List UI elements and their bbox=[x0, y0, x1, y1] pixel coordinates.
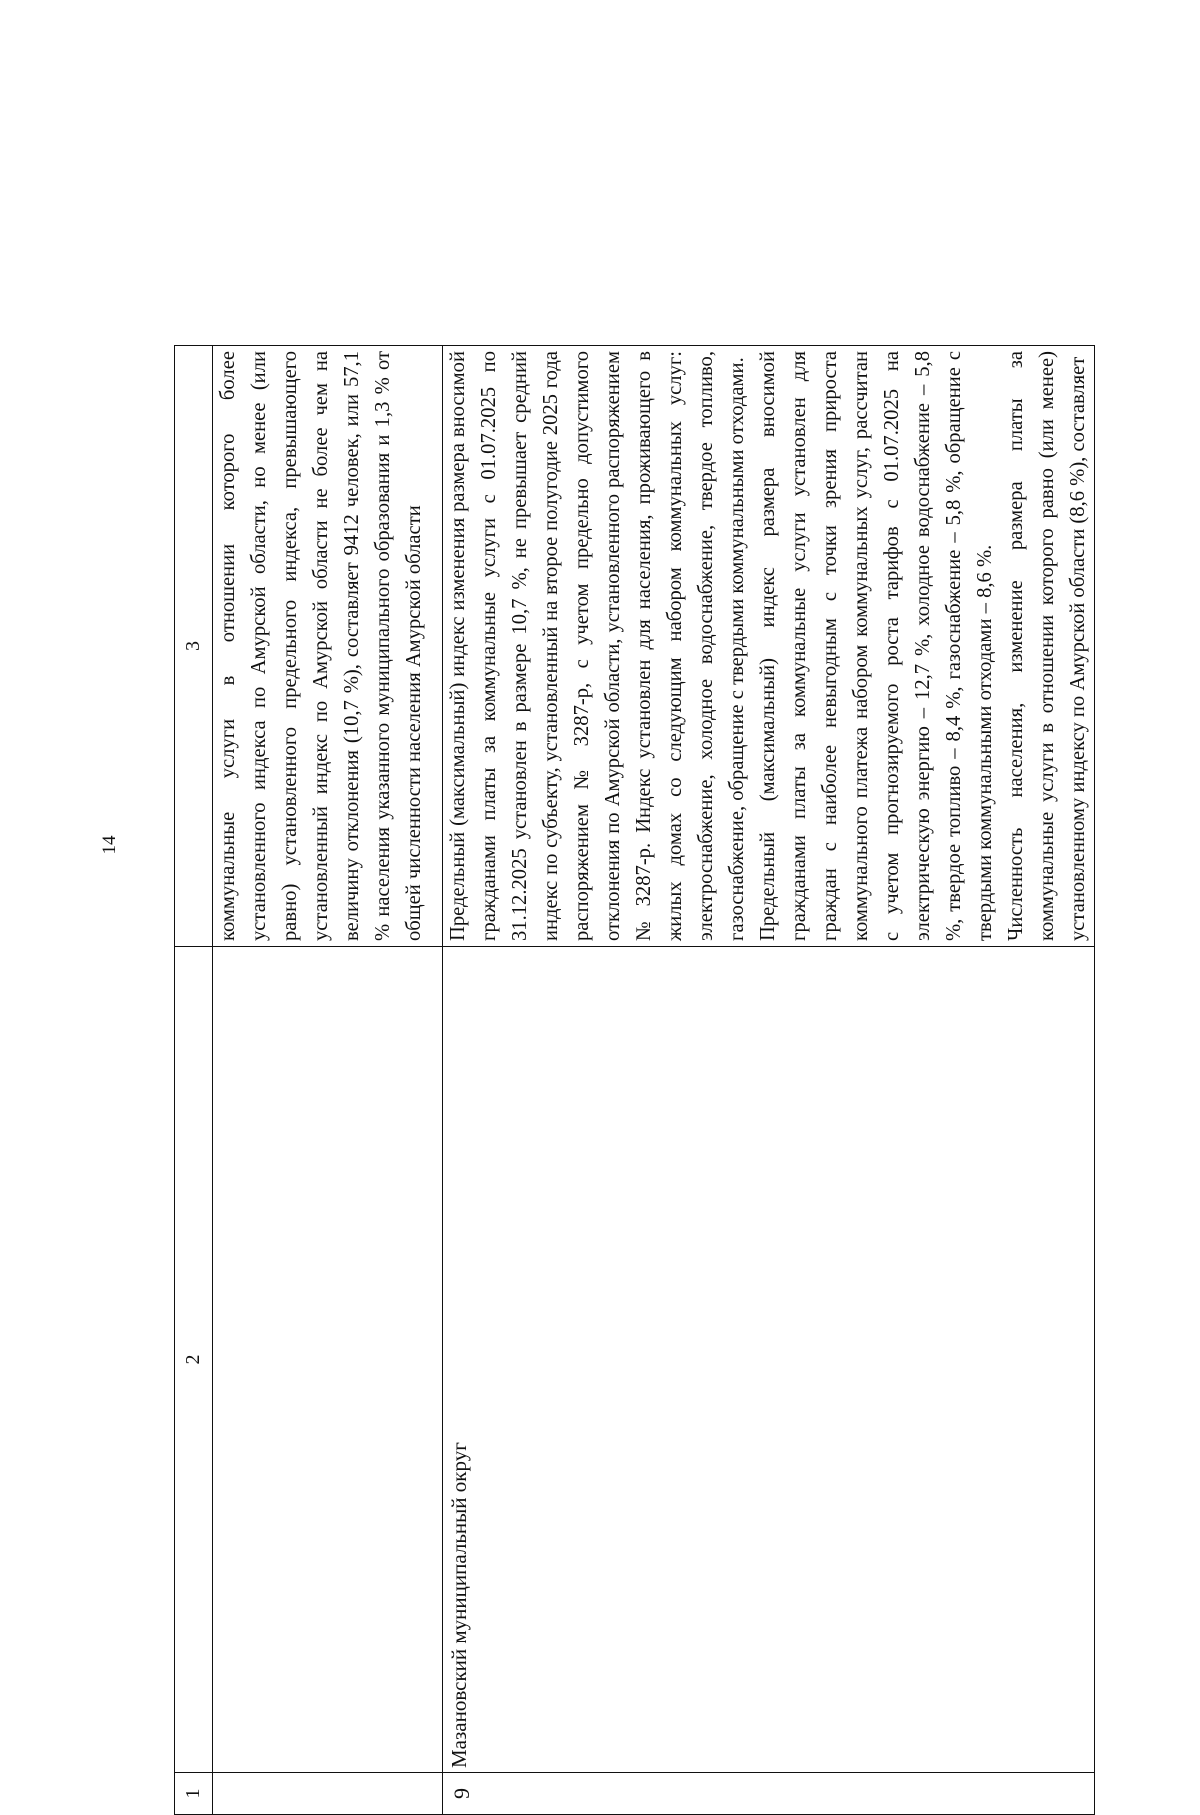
row-text bbox=[443, 346, 1095, 947]
data-table bbox=[174, 345, 1095, 1815]
header-col-3: 3 bbox=[175, 346, 213, 947]
row-number bbox=[213, 1773, 443, 1815]
paragraph: Предельный (максимальный) индекс размера вносимой гражданами платы за коммунальные услуги установлен для граждан с наиболее невыгодным с точки зрения прироста коммунального платежа набором коммунальных услуг, рассчитан с учетом прогнозируемого роста тарифов с 01.07.2025 на электрическую энергию – 12,7 %, холодное водоснабжение – 5,8 %, твердое топливо – 8,4 %, газоснабжение – 5,8 %, обращение с твердыми коммунальными отходами – 8,6 %. bbox=[757, 351, 996, 941]
paragraph: коммунальные услуги в отношении которого более установленного индекса по Амурской области, но менее (или равно) установленного предельного индекса, превышающего установленный индекс по Амурской области не более чем на величину отклонения (10,7 %), составляет 9412 человек, или 57,1 % населения указанного муниципального образования и 1,3 % от общей численности населения Амурской области bbox=[217, 351, 425, 941]
paragraph: Численность населения, изменение размера платы за коммунальные услуги в отношении которого равно (или менее) установленному индексу по Амурской области (8,6 %), составляет bbox=[1005, 351, 1089, 941]
paragraph: Предельный (максимальный) индекс изменения размера вносимой гражданами платы за коммунальные услуги с 01.07.2025 по 31.12.2025 установлен в размере 10,7 %, не превышает средний индекс по субъекту, установленный на второе полугодие 2025 года распоряжением № 3287-р, с учетом предельно допустимого отклонения по Амурской области, установленного распоряжением № 3287-р. Индекс установлен для населения, проживающего в жилых домах со следующим набором коммунальных услуг: электроснабжение, холодное водоснабжение, твердое топливо, газоснабжение, обращение с твердыми коммунальными отходами. bbox=[447, 351, 748, 941]
table-row bbox=[213, 346, 443, 1815]
table-header-row bbox=[175, 346, 213, 1815]
row-number: 9 bbox=[443, 1773, 1095, 1815]
header-col-1: 1 bbox=[175, 1773, 213, 1815]
header-col-2: 2 bbox=[175, 947, 213, 1773]
table-row bbox=[443, 346, 1095, 1815]
rotated-table-wrapper bbox=[174, 345, 1089, 1815]
page-number: 14 bbox=[99, 835, 120, 855]
row-name bbox=[213, 947, 443, 1773]
row-name: Мазановский муниципальный округ bbox=[443, 947, 1095, 1773]
row-text bbox=[213, 346, 443, 947]
